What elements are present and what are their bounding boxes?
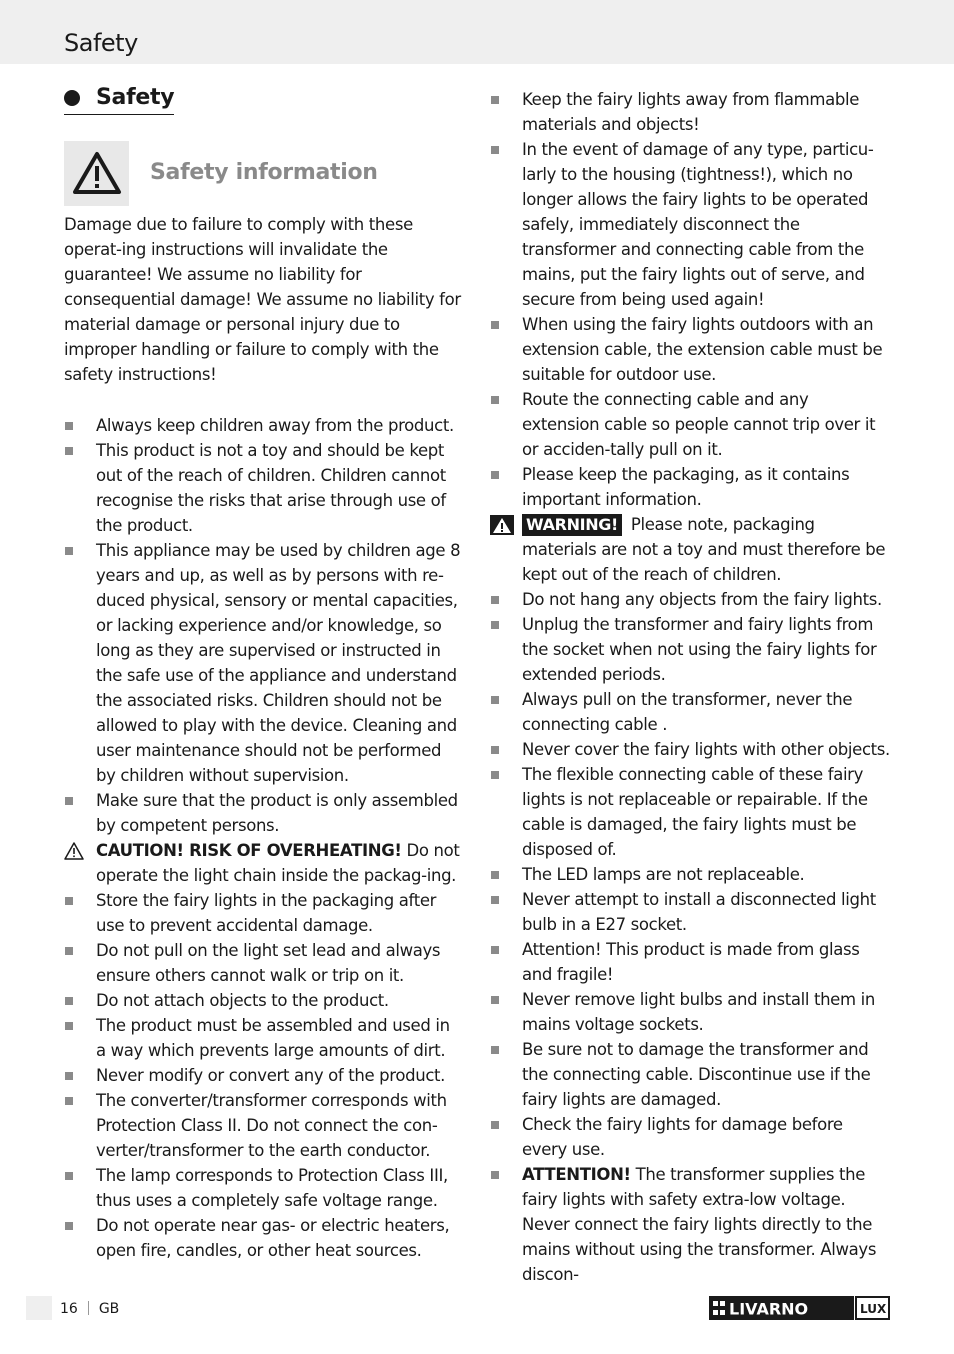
square-bullet-icon (491, 1171, 499, 1179)
list-item-text: Please keep the packaging, as it contains important information. (522, 465, 850, 509)
list-item-text: When using the fairy lights outdoors with an extension cable, the extension cable must be suitable for outdoor use. (522, 315, 883, 384)
list-item (490, 1162, 890, 1287)
section-heading (64, 82, 174, 115)
list-item (64, 538, 464, 788)
list-item (64, 1163, 464, 1213)
list-item (490, 587, 890, 612)
language-code: GB (98, 1301, 120, 1317)
subsection-title: Safety information (150, 160, 378, 185)
square-bullet-icon (491, 471, 499, 479)
list-item (64, 788, 464, 838)
logo-brand-text: LIVARNO (729, 1299, 809, 1319)
square-bullet-icon (491, 596, 499, 604)
list-item-text: Do not pull on the light set lead and always ensure others cannot walk or trip on it. (96, 941, 441, 985)
list-item-text: The lamp corresponds to Protection Class III, thus uses a completely safe voltage range. (96, 1166, 448, 1210)
right-safety-list (490, 87, 890, 1287)
square-bullet-icon (65, 547, 73, 555)
list-item (490, 1112, 890, 1162)
intro-paragraph: Damage due to failure to comply with these operat-ing instructions will invalidate the guarantee! We assume no liability for consequential damage! We assume no liability for material damage or personal injury due to improper handling or failure to comply with the safety instructions! (64, 215, 461, 384)
list-item (490, 1037, 890, 1112)
square-bullet-icon (65, 422, 73, 430)
footer-divider (88, 1301, 89, 1315)
list-item (490, 387, 890, 462)
list-item (490, 87, 890, 137)
square-bullet-icon (491, 871, 499, 879)
list-item-text: Be sure not to damage the transformer and the connecting cable. Discontinue use if the fairy lights are damaged. (522, 1040, 871, 1109)
list-item (490, 612, 890, 687)
list-item-text: Do not hang any objects from the fairy lights. (522, 590, 882, 609)
list-item (64, 1013, 464, 1063)
warning-triangle-icon (490, 515, 514, 535)
square-bullet-icon (491, 696, 499, 704)
list-item (64, 438, 464, 538)
footer-page-box (26, 1296, 52, 1320)
list-item-text: Unplug the transformer and fairy lights from the socket when not using the fairy lights for extended periods. (522, 615, 877, 684)
list-item (490, 312, 890, 387)
list-item-text: The LED lamps are not replaceable. (522, 865, 805, 884)
list-item-text: Always pull on the transformer, never the connecting cable . (522, 690, 853, 734)
square-bullet-icon (491, 946, 499, 954)
warning-box (64, 141, 129, 206)
list-item-text: The converter/transformer corresponds with Protection Class II. Do not connect the con-verter/transformer to the earth conductor. (96, 1091, 447, 1160)
square-bullet-icon (491, 96, 499, 104)
square-bullet-icon (65, 797, 73, 805)
list-item-text: Do not operate near gas- or electric heaters, open fire, candles, or other heat sources. (96, 1216, 450, 1260)
list-item (490, 987, 890, 1037)
warning-label: WARNING! (522, 514, 622, 536)
list-item (490, 937, 890, 987)
page-header-title: Safety (64, 29, 138, 57)
list-item (490, 687, 890, 737)
list-item-text: Never cover the fairy lights with other objects. (522, 740, 890, 759)
section-title: Safety (96, 85, 175, 110)
square-bullet-icon (65, 1072, 73, 1080)
footer (60, 1299, 119, 1319)
list-item-text: This appliance may be used by children age 8 years and up, as well as by persons with re-duced physical, sensory or mental capacities, or lacking experience and/or knowledge, so long as they are supervised or instructed in the safe use of the appliance and understand the associated risks. Children should not be allowed to play with the device. Cleaning and user maintenance should not be performed by children without supervision. (96, 541, 461, 785)
list-item-text: Always keep children away from the product. (96, 416, 454, 435)
list-item (64, 938, 464, 988)
square-bullet-icon (65, 997, 73, 1005)
square-bullet-icon (491, 746, 499, 754)
list-item-text: Store the fairy lights in the packaging after use to prevent accidental damage. (96, 891, 437, 935)
list-item-text: Never attempt to install a disconnected light bulb in a E27 socket. (522, 890, 876, 934)
left-safety-list (64, 413, 464, 1263)
square-bullet-icon (65, 897, 73, 905)
list-item (490, 887, 890, 937)
list-item (64, 988, 464, 1013)
square-bullet-icon (65, 947, 73, 955)
square-bullet-icon (491, 321, 499, 329)
page-number: 16 (60, 1301, 78, 1317)
list-item (490, 512, 890, 587)
list-item-text: Never remove light bulbs and install them in mains voltage sockets. (522, 990, 875, 1034)
list-item (64, 1088, 464, 1163)
list-item-text: Keep the fairy lights away from flammable materials and objects! (522, 90, 860, 134)
list-item (64, 838, 464, 888)
square-bullet-icon (65, 1097, 73, 1105)
list-item-text: The transformer supplies the fairy lights with safety extra-low voltage. Never connect the fairy lights directly to the mains without using the transformer. Always discon- (522, 1165, 877, 1284)
square-bullet-icon (65, 1022, 73, 1030)
list-item-text: Do not attach objects to the product. (96, 991, 389, 1010)
list-item (64, 1213, 464, 1263)
section-bullet-icon (64, 90, 80, 106)
list-item (490, 737, 890, 762)
list-item-text: Never modify or convert any of the product. (96, 1066, 446, 1085)
logo-suffix-text: LUX (860, 1302, 887, 1316)
list-item (490, 462, 890, 512)
list-item-text: The flexible connecting cable of these fairy lights is not replaceable or repairable. If the cable is damaged, the fairy lights must be disposed of. (522, 765, 868, 859)
square-bullet-icon (491, 1121, 499, 1129)
caution-triangle-icon (64, 842, 84, 860)
list-item (64, 413, 464, 438)
square-bullet-icon (491, 996, 499, 1004)
square-bullet-icon (65, 447, 73, 455)
square-bullet-icon (491, 146, 499, 154)
square-bullet-icon (65, 1172, 73, 1180)
square-bullet-icon (65, 1222, 73, 1230)
list-item (490, 137, 890, 312)
list-item (64, 888, 464, 938)
list-item-text: This product is not a toy and should be kept out of the reach of children. Children cannot recognise the risks that arise through use of the product. (96, 441, 446, 535)
header-band (0, 0, 954, 64)
caution-label: CAUTION! RISK OF OVERHEATING! (96, 841, 402, 860)
list-item (490, 762, 890, 862)
attention-label: ATTENTION! (522, 1165, 631, 1184)
square-bullet-icon (491, 896, 499, 904)
list-item-text: The product must be assembled and used in a way which prevents large amounts of dirt. (96, 1016, 450, 1060)
list-item-text: In the event of damage of any type, particu-larly to the housing (tightness!), which no longer allows the fairy lights to be operated safely, immediately disconnect the transformer and connecting cable from the mains, put the fairy lights out of serve, and secure from being used again! (522, 140, 874, 309)
livarno-lux-logo (709, 1296, 891, 1320)
list-item-text: Do not operate the light chain inside the packag-ing. (96, 841, 460, 885)
list-item (490, 862, 890, 887)
list-item-text: Check the fairy lights for damage before every use. (522, 1115, 843, 1159)
right-column (490, 87, 890, 1287)
square-bullet-icon (491, 396, 499, 404)
list-item-text: Route the connecting cable and any extension cable so people cannot trip over it or acciden-tally pull on it. (522, 390, 876, 459)
square-bullet-icon (491, 621, 499, 629)
warning-triangle-icon (72, 151, 122, 195)
list-item-text: Make sure that the product is only assembled by competent persons. (96, 791, 458, 835)
list-item (64, 1063, 464, 1088)
list-item-text: Attention! This product is made from glass and fragile! (522, 940, 860, 984)
left-column (64, 212, 464, 1263)
square-bullet-icon (491, 1046, 499, 1054)
square-bullet-icon (491, 771, 499, 779)
list-item-text: Please note, packaging materials are not a toy and must therefore be kept out of the reach of children. (522, 515, 886, 584)
